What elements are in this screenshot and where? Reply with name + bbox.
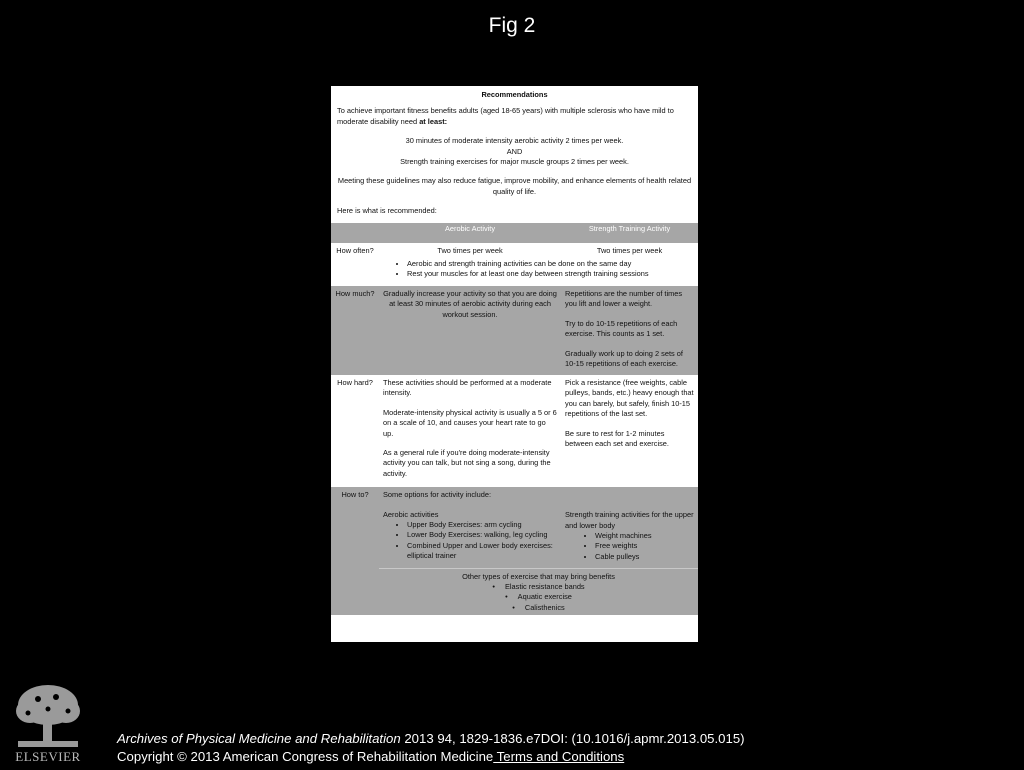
list-item: • Aerobic and strength training activities can be done on the same day xyxy=(407,259,694,269)
lead-in: Here is what is recommended: xyxy=(337,206,437,216)
how-to-strength-heading: Strength training activities for the upper and lower body xyxy=(565,510,694,530)
other-exercise-list xyxy=(383,582,694,613)
how-hard-aerobic-2: Moderate-intensity physical activity is usually a 5 or 6 on a scale of 10, and causes your heart rate to go up. xyxy=(383,407,557,438)
row-how-hard xyxy=(331,375,698,487)
how-to-intro: Some options for activity include: xyxy=(383,490,492,500)
recommendations-document xyxy=(331,86,698,642)
citation-text: 2013 94, 1829-1836.e7DOI: (10.1016/j.apmr.2013.05.015) xyxy=(400,731,745,746)
list-item: • Combined Upper and Lower body exercises: elliptical trainer xyxy=(407,541,557,562)
elsevier-logo xyxy=(10,681,86,765)
document-heading: Recommendations xyxy=(481,90,548,99)
row-how-often-notes xyxy=(331,257,698,286)
list-item: • Free weights xyxy=(595,541,694,551)
goal-strength: Strength training exercises for major muscle groups 2 times per week. xyxy=(400,157,629,167)
list-item: • Rest your muscles for at least one day between strength training sessions xyxy=(407,269,694,279)
how-often-notes xyxy=(379,257,698,286)
goal-aerobic: 30 minutes of moderate intensity aerobic activity 2 times per week. xyxy=(405,136,624,146)
how-hard-aerobic-1: These activities should be performed at a moderate intensity. xyxy=(383,377,552,398)
how-often-aerobic: Two times per week xyxy=(437,245,503,255)
how-to-strength xyxy=(561,487,698,568)
list-item: • Cable pulleys xyxy=(595,552,694,562)
goal-and: AND xyxy=(506,146,523,156)
intro-paragraph xyxy=(337,106,692,127)
how-much-strength xyxy=(561,286,698,375)
aerobic-options-list xyxy=(383,520,557,562)
intro-bold: at least: xyxy=(419,116,448,126)
list-item: • Elastic resistance bands xyxy=(383,582,694,592)
row-how-often xyxy=(331,243,698,257)
list-item: • Calisthenics xyxy=(383,603,694,613)
how-hard-label: How hard? xyxy=(337,377,373,387)
intro-text: To achieve important fitness benefits adults (aged 18-65 years) with multiple sclerosis who have mild to moderate disability need xyxy=(337,106,674,126)
how-hard-aerobic xyxy=(379,375,561,487)
recommendations-table xyxy=(331,223,698,616)
how-much-label: How much? xyxy=(331,286,379,375)
list-item: • Lower Body Exercises: walking, leg cycling xyxy=(407,530,557,540)
terms-and-conditions-link[interactable]: Terms and Conditions xyxy=(493,749,625,764)
other-exercise-heading: Other types of exercise that may bring benefits xyxy=(462,571,615,581)
how-hard-strength xyxy=(561,375,698,487)
how-hard-strength-2: Be sure to rest for 1-2 minutes between each set and exercise. xyxy=(565,428,669,448)
how-much-strength-2: Try to do 10-15 repetitions of each exercise. This counts as 1 set. xyxy=(565,318,678,339)
table-header-row xyxy=(331,223,698,243)
copyright-line xyxy=(117,748,745,766)
figure-title: Fig 2 xyxy=(488,14,536,37)
how-to-label: How to? xyxy=(331,487,379,615)
header-aerobic: Aerobic Activity xyxy=(379,223,561,243)
figure-caption xyxy=(117,730,745,766)
how-much-aerobic: Gradually increase your activity so that you are doing at least 30 minutes of aerobic activity during each workout session. xyxy=(379,286,561,375)
journal-name: Archives of Physical Medicine and Rehabilitation xyxy=(117,731,401,746)
citation-line xyxy=(117,730,745,748)
how-often-strength: Two times per week xyxy=(596,245,663,255)
list-item: • Aquatic exercise xyxy=(383,592,694,602)
list-item: • Weight machines xyxy=(595,531,694,541)
strength-options-list xyxy=(565,531,694,562)
row-how-much xyxy=(331,286,698,375)
how-much-strength-3: Gradually work up to doing 2 sets of 10-15 repetitions of each exercise. xyxy=(565,348,683,368)
how-hard-strength-1: Pick a resistance (free weights, cable pulleys, bands, etc.) heavy enough that you can barely, but safely, finish 10-15 repetitions of the last set. xyxy=(565,377,694,419)
how-hard-aerobic-3: As a general rule if you're doing moderate-intensity activity you can talk, but not sing a song, during the activity. xyxy=(383,447,551,478)
list-item: • Upper Body Exercises: arm cycling xyxy=(407,520,557,530)
header-strength: Strength Training Activity xyxy=(561,223,698,243)
how-much-strength-1: Repetitions are the number of times you lift and lower a weight. xyxy=(565,288,683,309)
copyright-text: Copyright © 2013 American Congress of Rehabilitation Medicine xyxy=(117,749,494,764)
how-to-aerobic-heading: Aerobic activities xyxy=(383,509,439,519)
row-how-to xyxy=(331,487,698,568)
row-how-to-other xyxy=(331,568,698,615)
how-to-aerobic xyxy=(379,487,561,568)
document-intro xyxy=(331,86,698,217)
header-empty-cell xyxy=(331,223,379,243)
elsevier-wordmark: ELSEVIER xyxy=(15,749,81,764)
other-exercise xyxy=(379,568,698,615)
how-often-label: How often? xyxy=(336,245,374,255)
benefits-paragraph: Meeting these guidelines may also reduce fatigue, improve mobility, and enhance elements of health related quality of life. xyxy=(337,176,692,196)
